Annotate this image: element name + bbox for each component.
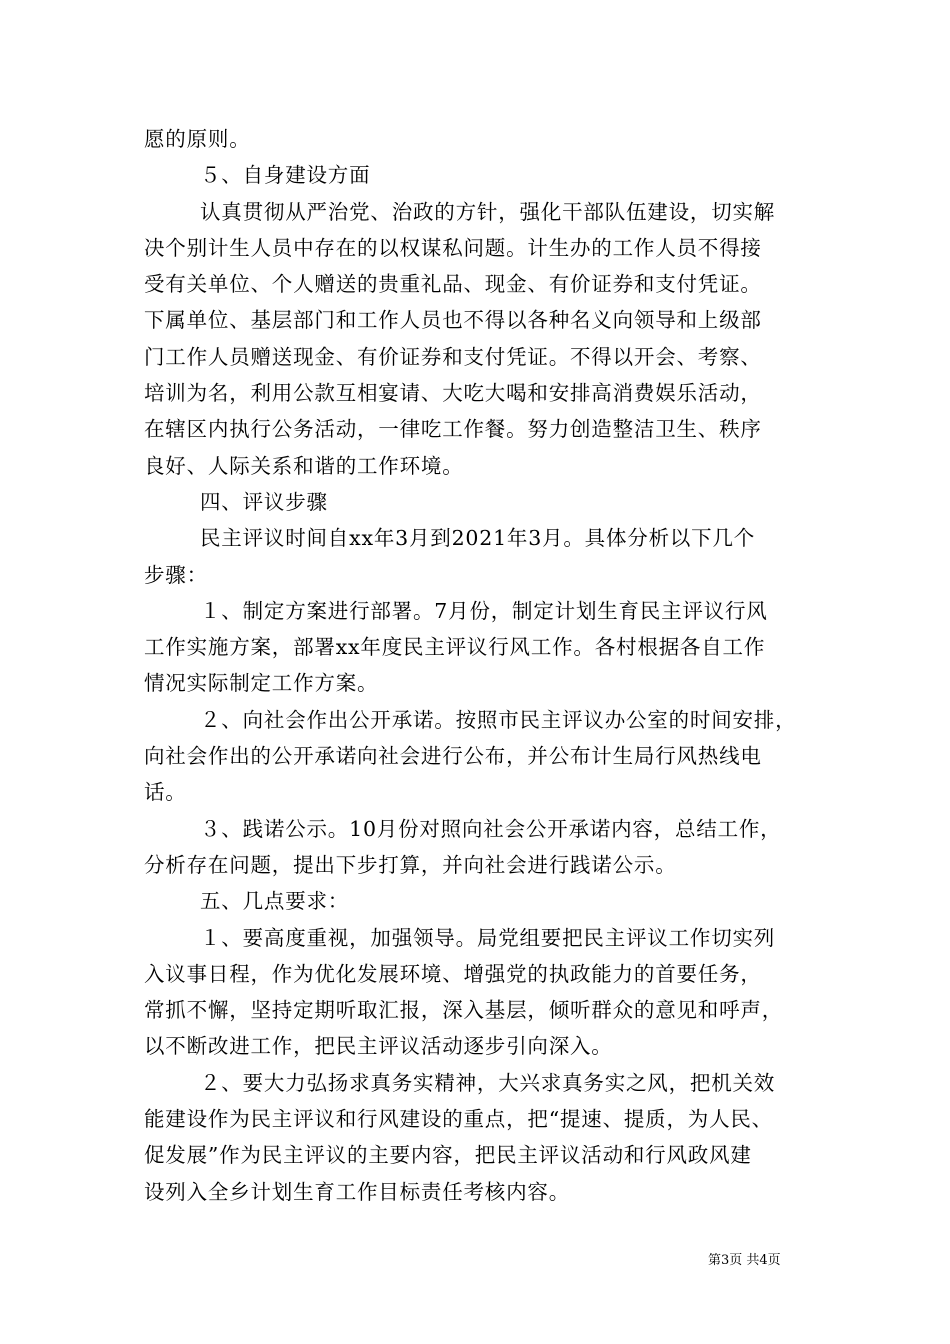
text-line: 在辖区内执行公务活动，一律吃工作餐。努力创造整洁卫生、秩序: [144, 417, 762, 442]
text-line: 认真贯彻从严治党、治政的方针，强化干部队伍建设，切实解: [200, 199, 776, 224]
text-line: 能建设作为民主评议和行风建设的重点，把“提速、提质，为人民、: [144, 1107, 773, 1132]
text-line: 向社会作出的公开承诺向社会进行公布，并公布计生局行风热线电: [144, 744, 762, 769]
text-line: 决个别计生人员中存在的以权谋私问题。计生办的工作人员不得接: [144, 235, 762, 260]
text-line: 下属单位、基层部门和工作人员也不得以各种名义向领导和上级部: [144, 308, 762, 333]
section-heading: 四、评议步骤: [200, 489, 328, 514]
section-heading: 五、几点要求：: [200, 889, 350, 914]
text-line: 受有关单位、个人赠送的贵重礼品、现金、有价证券和支付凭证。: [144, 272, 762, 297]
text-line: 情况实际制定工作方案。: [144, 671, 379, 696]
text-line: 工作实施方案，部署xx年度民主评议行风工作。各村根据各自工作: [144, 635, 766, 660]
text-line: １、要高度重视，加强领导。局党组要把民主评议工作切实列: [200, 925, 776, 950]
text-line: 常抓不懈，坚持定期听取汇报，深入基层，倾听群众的意见和呼声，: [144, 998, 783, 1023]
text-line: 促发展”作为民主评议的主要内容，把民主评议活动和行风政风建: [144, 1143, 752, 1168]
text-line: 分析存在问题，提出下步打算，并向社会进行践诺公示。: [144, 852, 677, 877]
page-number-footer: 第3页 共4页: [708, 1253, 781, 1268]
text-line: 话。: [144, 780, 187, 805]
text-line: 以不断改进工作，把民主评议活动逐步引向深入。: [144, 1034, 613, 1059]
text-line: 门工作人员赠送现金、有价证券和支付凭证。不得以开会、考察、: [144, 344, 762, 369]
text-line: 步骤：: [144, 562, 208, 587]
text-line: 愿的原则。: [144, 127, 251, 151]
text-line: 良好、人际关系和谐的工作环境。: [144, 453, 464, 478]
text-line: 入议事日程，作为优化发展环境、增强党的执政能力的首要任务，: [144, 961, 762, 986]
document-body: [144, 121, 824, 1210]
text-line: ３、践诺公示。10月份对照向社会公开承诺内容，总结工作，: [200, 816, 782, 841]
text-line: １、制定方案进行部署。7月份，制定计划生育民主评议行风: [200, 598, 768, 623]
text-line: 培训为名，利用公款互相宴请、大吃大喝和安排高消费娱乐活动，: [144, 381, 762, 406]
text-line: 设列入全乡计划生育工作目标责任考核内容。: [144, 1179, 570, 1204]
text-line: 民主评议时间自xx年3月到2021年3月。具体分析以下几个: [200, 526, 756, 551]
text-line: ２、要大力弘扬求真务实精神，大兴求真务实之风，把机关效: [200, 1070, 776, 1095]
section-heading: ５、自身建设方面: [200, 163, 371, 188]
text-line: ２、向社会作出公开承诺。按照市民主评议办公室的时间安排，: [200, 707, 797, 732]
